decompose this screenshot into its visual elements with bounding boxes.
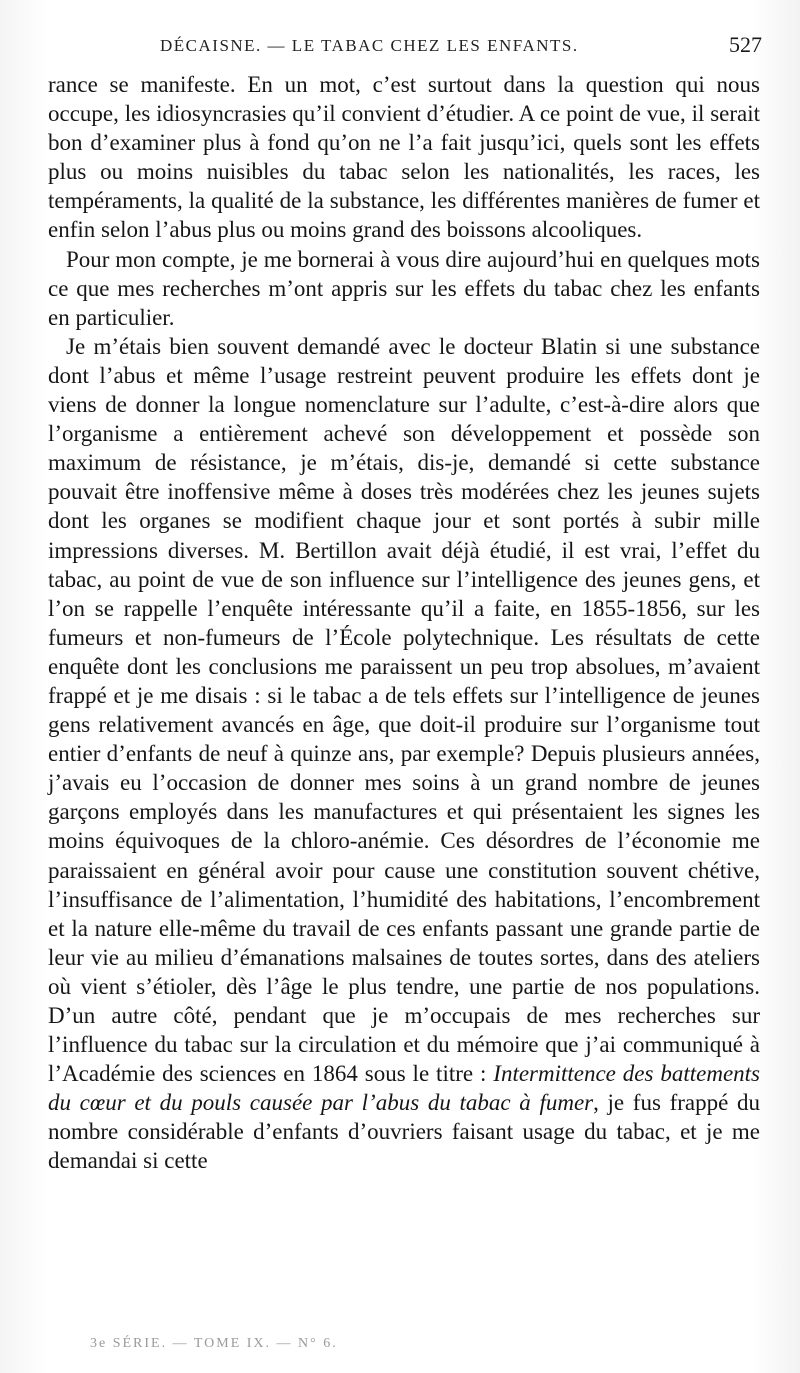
running-head: DÉCAISNE. — LE TABAC CHEZ LES ENFANTS. [160,36,579,55]
body-text [48,70,760,1176]
paragraph [48,245,760,332]
signature-footer: 3e SÉRIE. — TOME IX. — N° 6. [90,1336,338,1351]
page-number: 527 [729,32,762,57]
paragraph-text: , je fus frappé du nombre considérable d’enfants d’ouvriers faisant usage du tabac, et je me demandai si cette [48,1090,760,1174]
paragraph [48,332,760,1176]
paragraph-text: Je m’étais bien souvent demandé avec le docteur Blatin si une substance dont l’abus et même l’usage restreint peuvent produire les effets dont je viens de donner la longue nomenclature sur l’adulte, c’est-à-dire alors que l’organisme a entièrement achevé son développement et possède son maximum de résistance, je m’étais, dis-je, demandé si cette substance pouvait être inoffensive même à doses très modérées chez les jeunes sujets dont les organes se modifient chaque jour et sont portés à subir mille impressions diverses. M. Bertillon avait déjà étudié, il est vrai, l’effet du tabac, au point de vue de son influence sur l’intelligence des jeunes gens, et l’on se rappelle l’enquête intéressante qu’il a faite, en 1855-1856, sur les fumeurs et non-fumeurs de l’École polytechnique. Les résultats de cette enquête dont les conclusions me paraissent un peu trop absolues, m’avaient frappé et je me disais : si le tabac a de tels effets sur l’intelligence de jeunes gens relativement avancés en âge, que doit-il produire sur l’organisme tout entier d’enfants de neuf à quinze ans, par exemple? Depuis plusieurs années, j’avais eu l’occasion de donner mes soins à un grand nombre de jeunes garçons employés dans les manufactures et qui présentaient les signes les moins équivoques de la chloro-anémie. Ces désordres de l’économie me paraissaient en général avoir pour cause une constitution souvent chétive, l’insuffisance de l’alimentation, l’humidité des habitations, l’encombrement et la nature elle-même du travail de ces enfants passant une grande partie de leur vie au milieu d’émanations malsaines de toutes sortes, dans des ateliers où vient s’étioler, dès l’âge le plus tendre, une partie de nos populations. D’un autre côté, pendant que je m’occupais de mes recherches sur l’influence du tabac sur la circulation et du mémoire que j’ai communiqué à l’Académie des sciences en 1864 sous le titre : [48,333,760,1087]
paragraph-text: Pour mon compte, je me bornerai à vous dire aujourd’hui en quelques mots ce que mes recherches m’ont appris sur les effets du tabac chez les enfants en particulier. [48,246,760,330]
paragraph-text: rance se manifeste. En un mot, c’est surtout dans la question qui nous occupe, les idiosyncrasies qu’il convient d’étudier. A ce point de vue, il serait bon d’examiner plus à fond qu’on ne l’a fait jusqu’ici, quels sont les effets plus ou moins nuisibles du tabac selon les nationalités, les races, les tempéraments, la qualité de la substance, les différentes manières de fumer et enfin selon l’abus plus ou moins grand des boissons alcooliques. [48,72,760,243]
paragraph [48,70,760,245]
page-header [50,30,762,64]
italic-title-text: Intermittence des battements du cœur et du pouls causée par l’abus du tabac à fumer [48,1061,760,1116]
